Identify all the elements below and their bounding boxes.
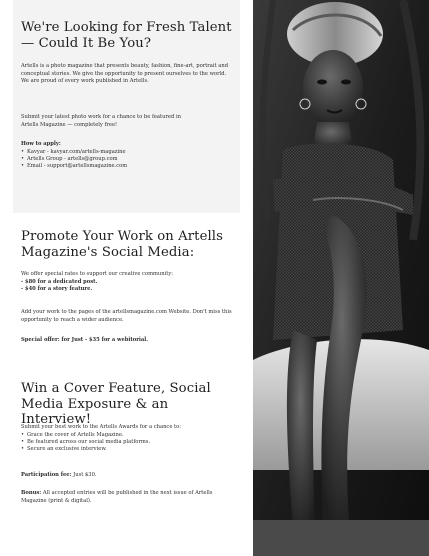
fresh-talent-submit-block — [21, 114, 181, 129]
fee-line — [21, 472, 233, 480]
fresh-talent-intro: Artells is a photo magazine that presents beauty, fashion, fine-art, portrait and conceptual stories. We give the opportunity to present ourselves to the world. We are proud of every work published in Artells. — [21, 63, 229, 85]
bonus-label: Bonus: — [21, 490, 42, 496]
how-to-apply-block — [21, 141, 233, 171]
fee-value: Just $30. — [73, 472, 97, 478]
fee-label: Participation fee: — [21, 472, 72, 478]
promote-section — [21, 229, 233, 260]
fresh-talent-section — [21, 20, 233, 51]
bonus-line — [21, 490, 217, 505]
how-to-apply-item[interactable]: • Artells Group - artells@group.com — [21, 156, 233, 163]
bonus-text: All accepted entries will be published in the next issue of Artells Magazine (print & digital). — [21, 490, 213, 504]
bonus-block — [21, 490, 217, 505]
awards-section — [21, 381, 233, 428]
how-to-apply-item[interactable]: • Kavyar - kavyar.com/artells-magazine — [21, 149, 233, 156]
awards-item: • Be featured across our social media platforms. — [21, 439, 233, 446]
how-to-apply-list — [21, 149, 233, 171]
rate-post: - $80 for a dedicated post. — [21, 278, 98, 285]
awards-list — [21, 432, 233, 454]
model-photo-illustration — [253, 0, 429, 556]
how-to-apply-item[interactable]: • Email - support@artellsmagazine.com — [21, 163, 233, 170]
awards-intro: Submit your best work to the Artells Awards for a chance to: — [21, 424, 182, 430]
awards-heading: Win a Cover Feature, Social Media Exposure & an Interview! — [21, 381, 211, 427]
awards-block — [21, 424, 233, 454]
website-text: Add your work to the pages of the artellsmagazine.com Website. Don't miss this opportunity to reach a wider audience. — [21, 309, 232, 323]
promote-heading: Promote Your Work on Artells Magazine's Social Media: — [21, 229, 223, 260]
special-offer: Special offer: for Just - $35 for a webitorial. — [21, 337, 149, 343]
website-block — [21, 309, 233, 324]
awards-item: • Grace the cover of Artells Magazine. — [21, 432, 233, 439]
special-offer-block — [21, 337, 233, 345]
fresh-talent-intro-block — [21, 63, 233, 86]
rates-intro: We offer special rates to support our creative community: — [21, 271, 174, 277]
awards-item: • Secure an exclusive interview. — [21, 446, 233, 453]
model-photo — [253, 0, 429, 556]
rate-story: - $40 for a story feature. — [21, 286, 93, 293]
rates-block — [21, 271, 233, 294]
fresh-talent-heading: We're Looking for Fresh Talent — Could It Be You? — [21, 20, 232, 51]
fee-block — [21, 472, 233, 480]
fresh-talent-submit: Submit your latest photo work for a chance to be featured in Artells Magazine — completely free! — [21, 114, 181, 128]
how-to-apply-title: How to apply: — [21, 141, 61, 147]
